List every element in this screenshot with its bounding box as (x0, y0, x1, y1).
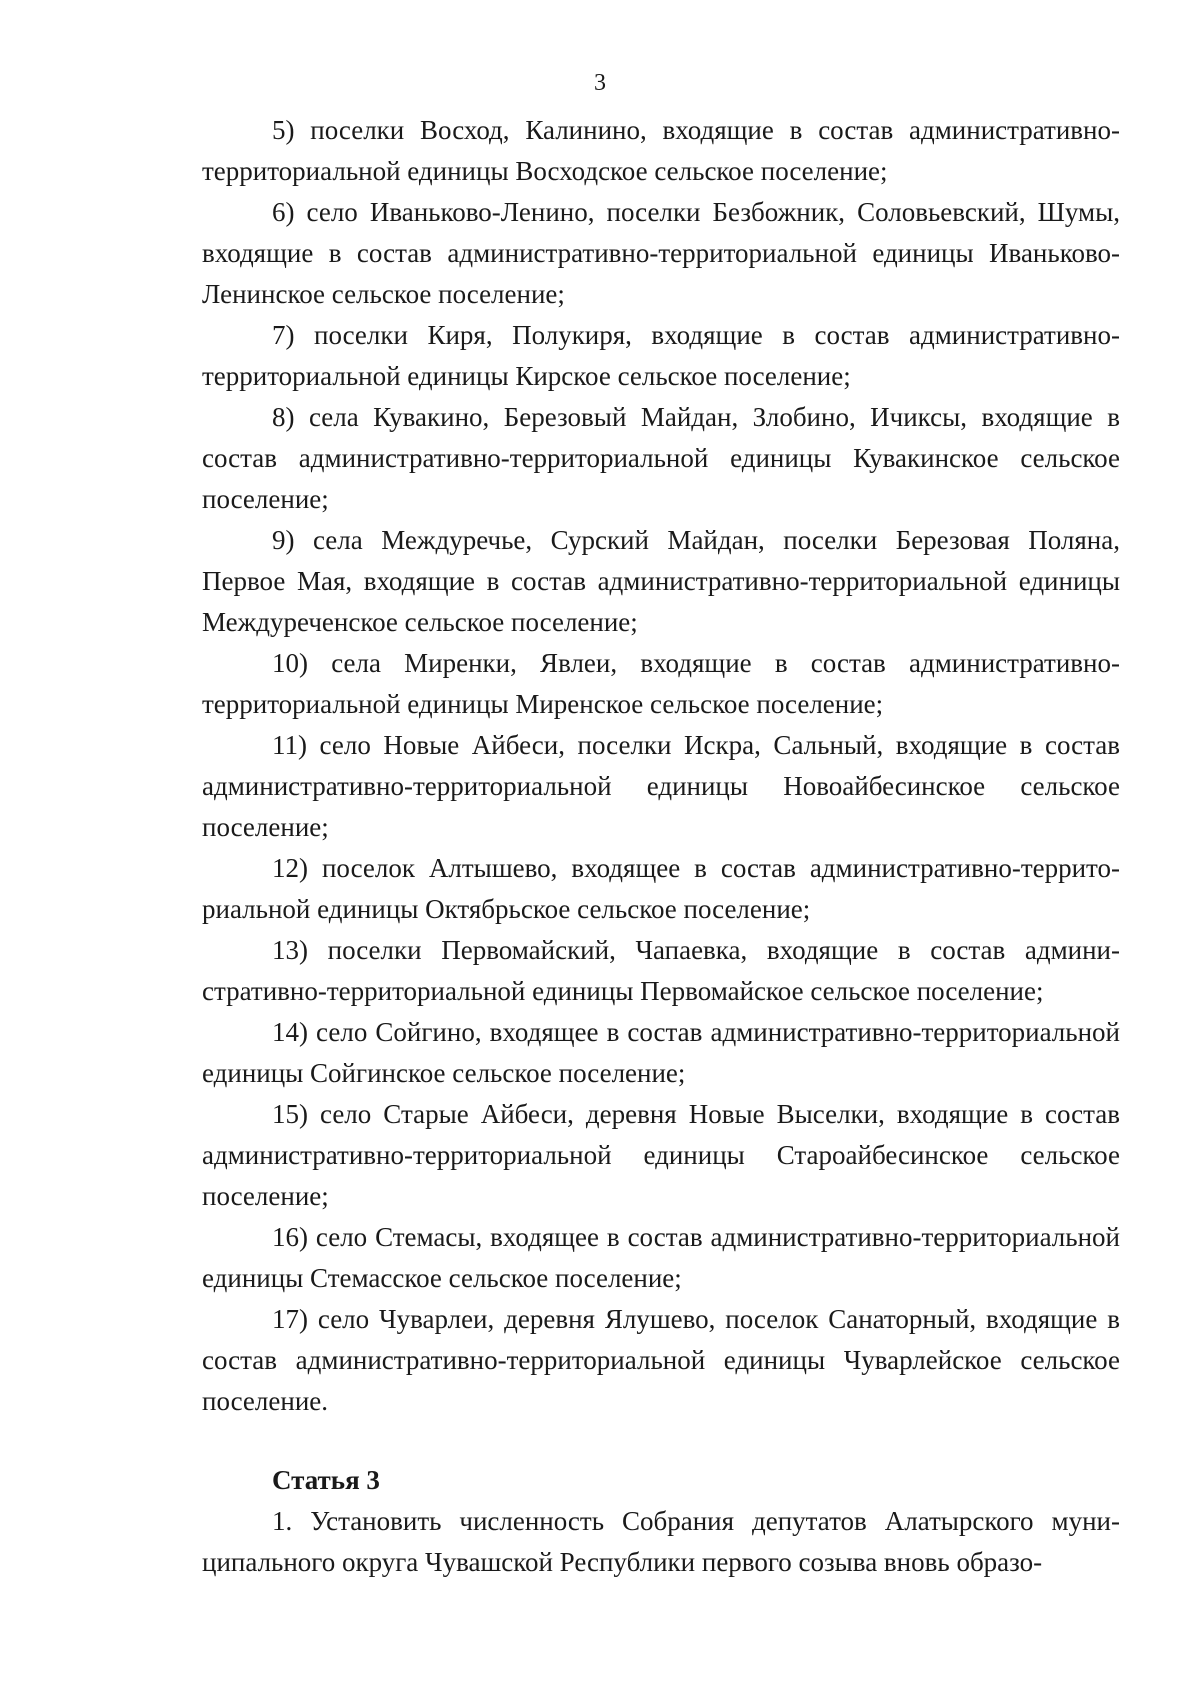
list-item-14: 14) село Сойгино, входящее в состав административно-территориальной единицы Сойгинское сельское поселение; (202, 1017, 1120, 1088)
list-item-13: 13) поселки Первомайский, Чапаевка, входящие в состав административно-территориальной единицы Первомайское сельское поселение; (202, 935, 1120, 1006)
list-item-10: 10) села Миренки, Явлеи, входящие в состав административно-территориальной единицы Миренское сельское поселение; (202, 648, 1120, 719)
page-number: 3 (594, 70, 606, 96)
list-item-16: 16) село Стемасы, входящее в состав административно-территориальной единицы Стемасское сельское поселение; (202, 1222, 1120, 1293)
list-item-12: 12) поселок Алтышево, входящее в состав административно-территориальной единицы Октябрьское сельское поселение; (202, 853, 1120, 924)
list-item-5: 5) поселки Восход, Калинино, входящие в состав административно-территориальной единицы Восходское сельское поселение; (202, 115, 1120, 186)
article-paragraph-1: 1. Установить численность Собрания депутатов Алатырского муниципального округа Чувашской Республики первого созыва вновь образо- (202, 1506, 1120, 1577)
list-item-15: 15) село Старые Айбеси, деревня Новые Выселки, входящие в состав административно-территориальной единицы Староайбесинское сельское поселение; (202, 1099, 1120, 1211)
list-item-11: 11) село Новые Айбеси, поселки Искра, Сальный, входящие в состав административно-территориальной единицы Новоайбесинское сельское поселение; (202, 730, 1120, 842)
document-body (202, 110, 1120, 1583)
list-item-7: 7) поселки Киря, Полукиря, входящие в состав административно-территориальной единицы Кирское сельское поселение; (202, 320, 1120, 391)
article-title: Статья 3 (272, 1465, 380, 1495)
list-item-9: 9) села Междуречье, Сурский Майдан, поселки Березовая Поляна, Первое Мая, входящие в состав административно-территориальной единицы Междуреченское сельское поселение; (202, 525, 1120, 637)
list-item-8: 8) села Кувакино, Березовый Майдан, Злобино, Ичиксы, входящие в состав административно-территориальной единицы Кувакинское сельское поселение; (202, 402, 1120, 514)
list-item-6: 6) село Иваньково-Ленино, поселки Безбожник, Соловьевский, Шумы, входящие в состав административно-территориальной единицы Иваньково-Ленинское сельское поселение; (202, 197, 1120, 309)
list-item-17: 17) село Чуварлеи, деревня Ялушево, поселок Санаторный, входящие в состав административно-территориальной единицы Чуварлейское сельское поселение. (202, 1304, 1120, 1416)
